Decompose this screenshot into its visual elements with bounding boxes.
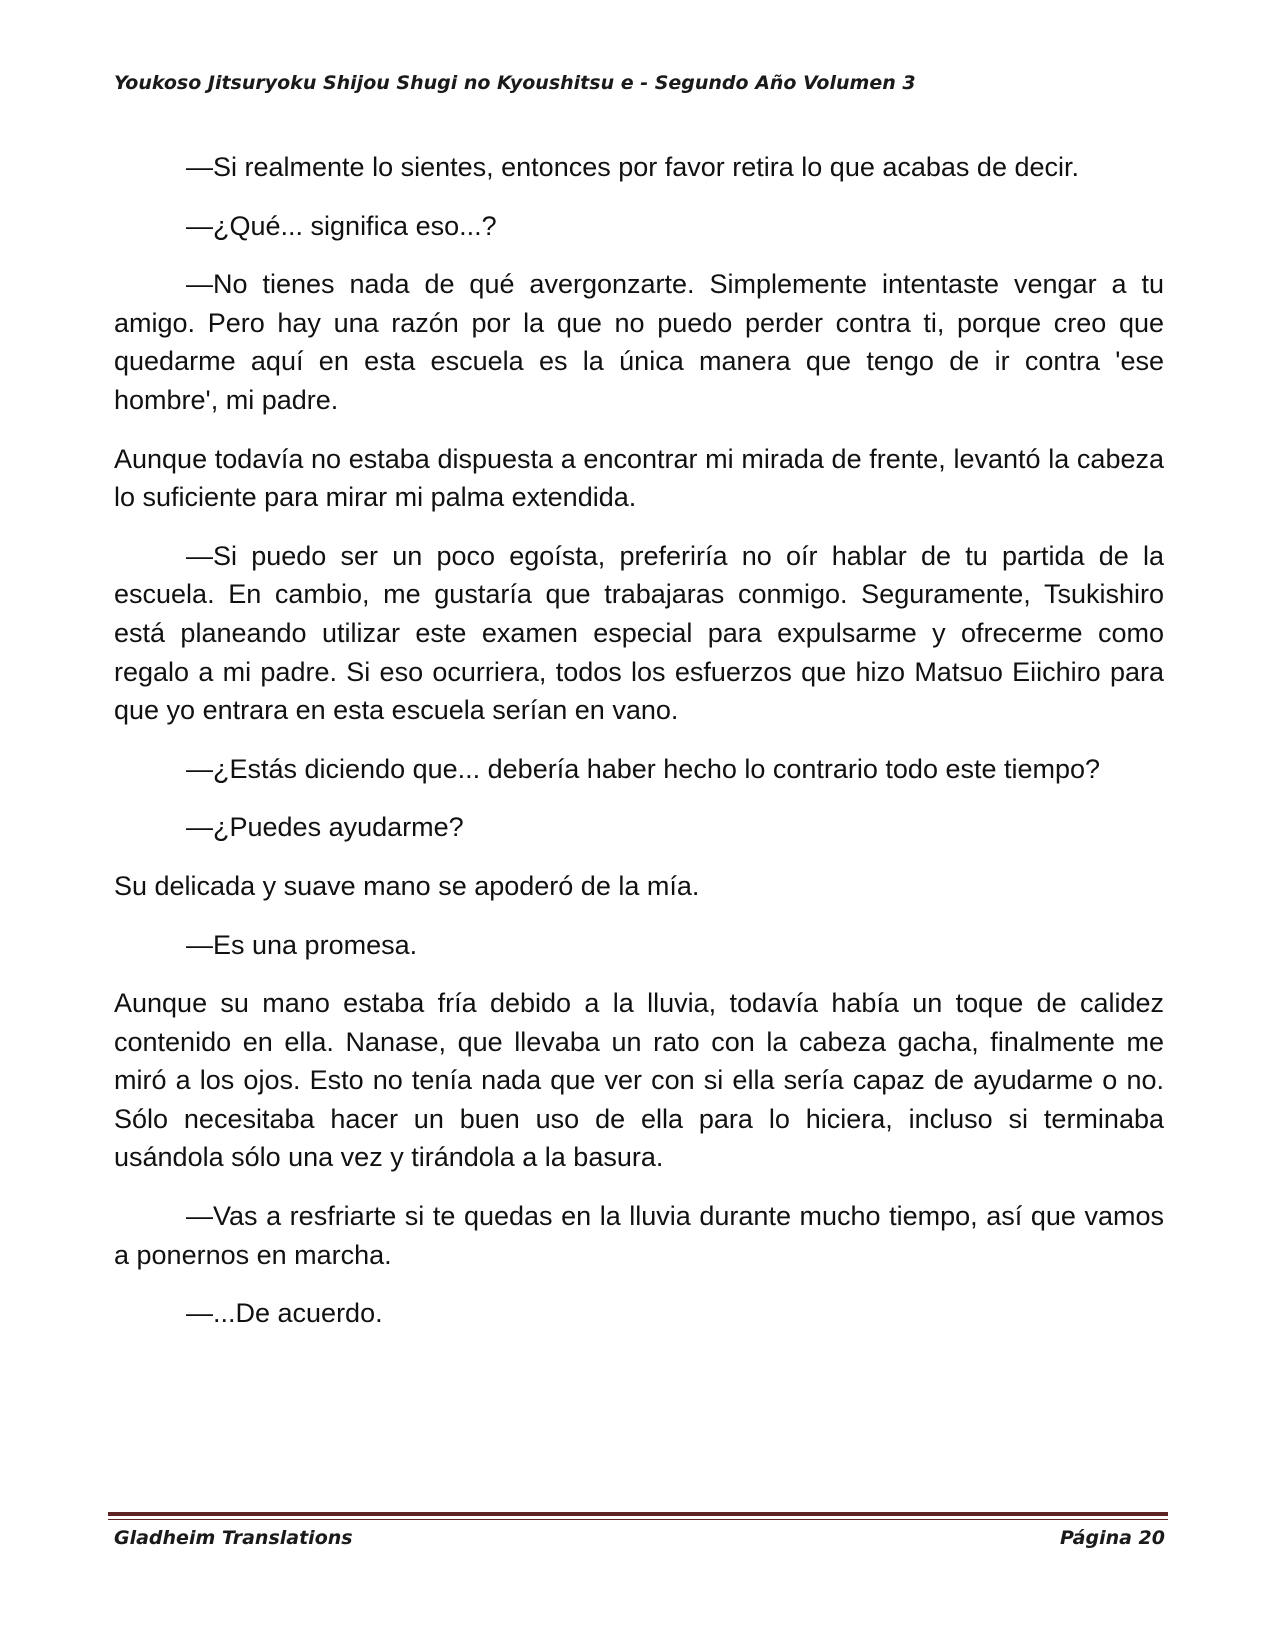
- paragraph: Aunque todavía no estaba dispuesta a encontrar mi mirada de frente, levantó la cabeza lo suficiente para mirar mi palma extendida.: [114, 443, 1164, 513]
- paragraph: —No tienes nada de qué avergonzarte. Simplemente intentaste vengar a tu amigo. Pero hay una razón por la que no puedo perder contra ti, porque creo que quedarme aquí en esta escuela es la única manera que tengo de ir contra 'ese hombre', mi padre.: [114, 269, 1164, 415]
- page-number: Página 20: [1059, 1527, 1165, 1549]
- paragraph: —¿Estás diciendo que... debería haber hecho lo contrario todo este tiempo?: [186, 753, 1101, 784]
- paragraph: Su delicada y suave mano se apoderó de la mía.: [114, 870, 700, 901]
- paragraph: —Si realmente lo sientes, entonces por favor retira lo que acabas de decir.: [186, 152, 1079, 182]
- paragraph: —¿Puedes ayudarme?: [186, 812, 464, 843]
- paragraph: —...De acuerdo.: [186, 1298, 383, 1329]
- running-header: Youkoso Jitsuryoku Shijou Shugi no Kyoushitsu e - Segundo Año Volumen 3: [114, 72, 916, 94]
- page-body: [114, 148, 1164, 1333]
- paragraph: —Si puedo ser un poco egoísta, preferiría no oír hablar de tu partida de la escuela. En cambio, me gustaría que trabajaras conmigo. Seguramente, Tsukishiro está planeando utilizar este examen especial para expulsarme y ofrecerme como regalo a mi padre. Si eso ocurriera, todos los esfuerzos que hizo Matsuo Eiichiro para que yo entrara en esta escuela serían en vano.: [114, 540, 1164, 726]
- paragraph: —Es una promesa.: [186, 929, 418, 960]
- paragraph: Aunque su mano estaba fría debido a la lluvia, todavía había un toque de calidez contenido en ella. Nanase, que llevaba un rato con la cabeza gacha, finalmente me miró a los ojos. Esto no tenía nada que ver con si ella sería capaz de ayudarme o no. Sólo necesitaba hacer un buen uso de ella para lo hiciera, incluso si terminaba usándola sólo una vez y tirándola a la basura.: [114, 988, 1164, 1173]
- footer-divider: [108, 1512, 1168, 1520]
- paragraph: —Vas a resfriarte si te quedas en la lluvia durante mucho tiempo, así que vamos a ponernos en marcha.: [114, 1201, 1164, 1270]
- paragraph: —¿Qué... significa eso...?: [186, 210, 497, 241]
- footer-credit: Gladheim Translations: [114, 1527, 353, 1549]
